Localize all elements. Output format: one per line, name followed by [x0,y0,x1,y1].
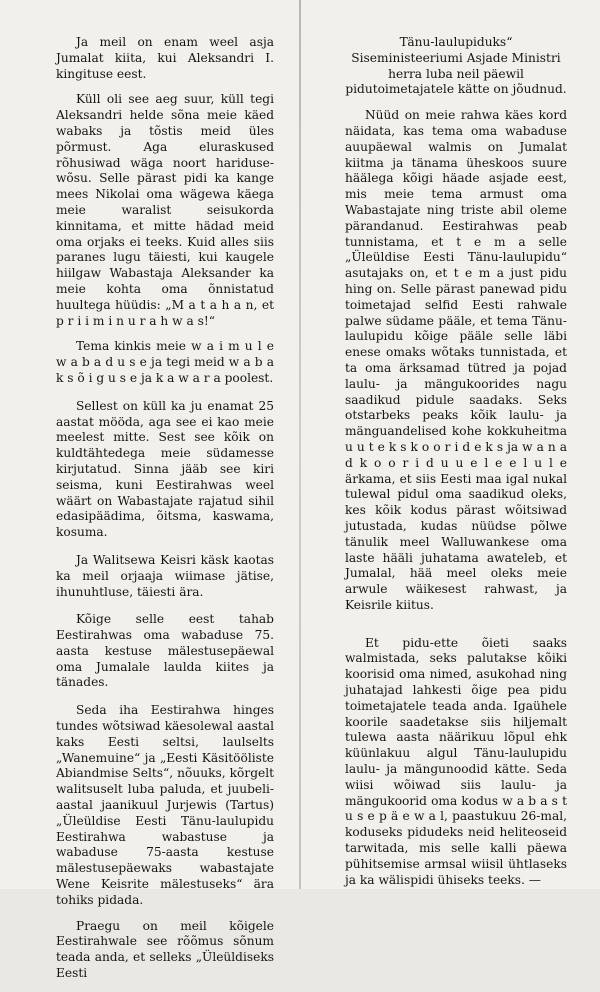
paragraph-choir-registration: Et pidu-ette õieti saaks walmistada, seks palutakse kõiki koorisid oma nimed, asukohad ning juhatajad lahkesti õige pea pidu toimetajatele teada anda. Igaühele koorile saadetakse siis hiljemalt tulewa aasta näärikuu lõpul ehk küünlakuu algul Tänu-laulupidu laulu- ja mängunoodid kätte. Seda wiisi wõiwad siis laulu- ja mängukoorid oma kodus w a b a s t u s e p ä e w a l, paastukuu 26-mal, koduseks pidudeks neid heliteoseid tarwitada, mis selle kalli päewa pühitsemise armsal wiisil ühtlaseks ja ka wälispidi ühiseks teeks. — [345,635,567,887]
right-column [345,35,567,898]
paragraph-spiritual-freedom: Tema kinkis meie w a i m u l e w a b a d u s e ja tegi meid w a b a k s õ i g u s e ja k a w a r a poolest. [56,339,274,385]
paragraph-ministry-permission: Tänu-laulupiduks“ Siseministeeriumi Asjade Ministri herra luba neil päewil pidutoimetajatele kätte on jõudnud. [345,35,567,97]
paragraph-gratitude-intro: Ja meil on enam weel asja Jumalat kiita, kui Aleksandri I. kingituse eest. [56,35,274,81]
paragraph-emperor-command: Ja Walitsewa Keisri käsk kaotas ka meil orjaaja wiimase jätise, ihunuhtluse, täiesti ära. [56,552,274,599]
paragraph-joyful-news: Praegu on meil kõigele Eestirahwale see rõõmus sõnum teada anda, et selleks „Üleüldiseks Eesti [56,918,274,981]
paragraph-peoples-duty: Nüüd on meie rahwa käes kord näidata, kas tema oma wabaduse auupäewal walmis on Jumalat kiitma ja tänama üheskoos suure häälega kõigi häade asjade eest, mis meie tema armust oma Wabastajate ning triste abil oleme pärandanud. Eestirahwas peab tunnistama, et t e m a selle „Üleüldise Eesti Tänu-laulupidu“ asutajaks on, et t e m a just pidu hing on. Selle pärast panewad pidu toimetajad selfid Eesti rahwale palwe südame pääle, et tema Tänu-laulupidu kõige pääle selle läbi enese omaks wõtaks tunnistada, et ta oma ärksamad tütred ja pojad laulu- ja mängukoorides nagu saadikud pidule saadaks. Seks otstarbeks peaks kõik laulu- ja mänguandelised kohe kokkuheitma u u t e k s k o o r i d e k s ja w a n a d k o o r i d u u e l e e l u l e ärkama, et siis Eesti maa igal nukal tulewal pidul oma saadikud oleks, kes kõik kodus pärast wõitsiwad jutustada, kudas nüüdse põlwe tänulik meel Walluwankese oma laste hääli juhatama awateleb, et Jumalal, hää meel oleks meie arwule wäikesest rahwast, ja Keisrile kiitus. [345,108,567,612]
left-column [56,35,274,992]
paragraph-twenty-five-years: Sellest on küll ka ju enamat 25 aastat mööda, aga see ei kao meie meelest mitte. Sest see kõik on kuldtähtedega meie südamesse kirjutatud. Sinna jääb see kiri seisma, kuni Eestirahwas weel wäärt on Wabastajate rajatud sihil edasipäädima, õitsma, kaswama, kosuma. [56,398,274,540]
column-divider [299,0,301,889]
paragraph-societies-request: Seda iha Eestirahwa hinges tundes wõtsiwad käesolewal aastal kaks Eesti seltsi, laulselts „Wanemuine“ ja „Eesti Käsitööliste Abiandmise Selts“, nõuuks, kõrgelt walitsuselt luba paluda, et juubeli-aastal jaanikuul Jurjewis (Tartus) „Üleüldise Eesti Tänu-laulupidu Eestirahwa wabastuse ja wabaduse 75-aasta kestuse mälestusepäewaks wabastajate Wene Keisrite mälestuseks“ ära tohiks pidada. [56,703,274,907]
paragraph-alexander-word: Küll oli see aeg suur, küll tegi Aleksandri helde sõna meie käed wabaks ja tõstis meid üles põrmust. Aga eluraskused rõhusiwad wäga noort hariduse-wõsu. Selle pärast pidi ka kange mees Nikolai oma wägewa käega meie waralist seisukorda kinnitama, et mitte hädad meid oma orjaks ei teeks. Kuid alles siis paranes lugu täiesti, kui kaugele hiilgaw Wabastaja Aleksander ka meie kohta oma õnnistatud huultega hüüdis: „M a t a h a n, et p r i i m i n u r a h w a s!“ [56,92,274,328]
paragraph-anniversary-thanks: Kõige selle eest tahab Eestirahwas oma wabaduse 75. aasta kestuse mälestusepäewal oma Jumalale laulda kiites ja tänades. [56,612,274,690]
